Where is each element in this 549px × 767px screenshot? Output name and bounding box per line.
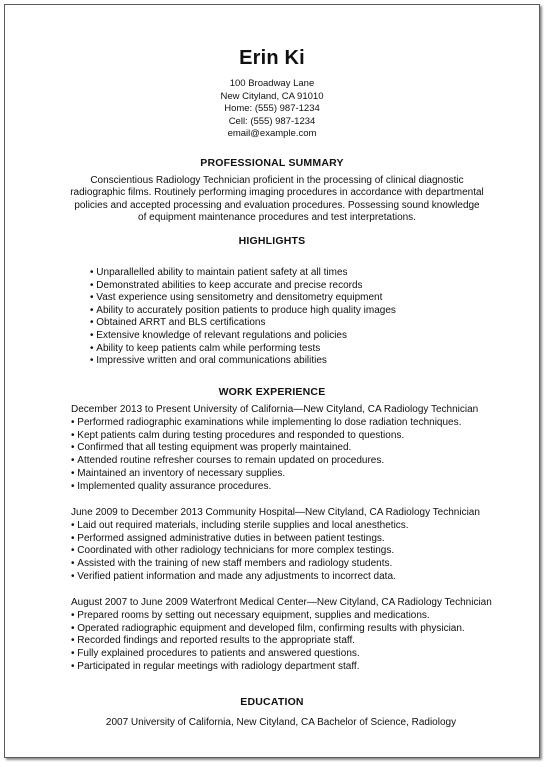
experience-heading: WORK EXPERIENCE xyxy=(218,386,326,398)
list-item: • Obtained ARRT and BLS certifications xyxy=(90,317,396,330)
list-item: • Implemented quality assurance procedures. xyxy=(71,481,478,494)
list-item: • Operated radiographic equipment and developed film, confirming results with physician. xyxy=(71,623,492,636)
list-item: • Recorded findings and reported results to the appropriate staff. xyxy=(71,635,492,648)
job-duties xyxy=(71,610,492,674)
job-entry xyxy=(71,597,492,674)
list-item: • Demonstrated abilities to keep accurate and precise records xyxy=(90,280,396,293)
list-item: • Coordinated with other radiology technicians for more complex testings. xyxy=(71,545,480,558)
list-item: • Attended routine refresher courses to remain updated on procedures. xyxy=(71,455,478,468)
education-heading: EDUCATION xyxy=(240,696,304,708)
education-entry: 2007 University of California, New Cityland, CA Bachelor of Science, Radiology xyxy=(105,717,457,728)
candidate-name: Erin Ki xyxy=(239,47,305,69)
list-item: • Impressive written and oral communications abilities xyxy=(90,355,396,368)
contact-block xyxy=(5,78,539,141)
city-line: New Cityland, CA 91010 xyxy=(220,90,324,102)
job-entry xyxy=(71,404,478,494)
job-duties xyxy=(71,520,480,584)
list-item: • Assisted with the training of new staff members and radiology students. xyxy=(71,558,480,571)
list-item: • Performed radiographic examinations while implementing lo dose radiation techniques. xyxy=(71,417,478,430)
job-title: June 2009 to December 2013 Community Hospital—New Cityland, CA Radiology Technician xyxy=(71,507,480,518)
list-item: • Fully explained procedures to patients and answered questions. xyxy=(71,648,492,661)
address-line: 100 Broadway Lane xyxy=(229,78,315,89)
list-item: • Participated in regular meetings with radiology department staff. xyxy=(71,661,492,674)
list-item: • Vast experience using sensitometry and densitometry equipment xyxy=(90,292,396,305)
summary-heading: PROFESSIONAL SUMMARY xyxy=(200,157,344,169)
list-item: • Performed assigned administrative duties in between patient testings. xyxy=(71,533,480,546)
job-entry xyxy=(71,507,480,584)
email-address: email@example.com xyxy=(227,128,317,139)
home-phone: Home: (555) 987-1234 xyxy=(224,103,320,114)
list-item: • Verified patient information and made any adjustments to incorrect data. xyxy=(71,571,480,584)
list-item: • Maintained an inventory of necessary supplies. xyxy=(71,468,478,481)
summary-text: Conscientious Radiology Technician proficient in the processing of clinical diagnostic radiographic films. Routinely performing imaging procedures in accordance with departmental policies and accepted processing and evaluation procedures. Possessing sound knowledge of equipment maintenance procedures and test interpretations. xyxy=(70,175,484,223)
list-item: • Confirmed that all testing equipment was properly maintained. xyxy=(71,442,478,455)
list-item: • Ability to keep patients calm while performing tests xyxy=(90,343,396,356)
job-title: December 2013 to Present University of California—New Cityland, CA Radiology Technician xyxy=(71,404,479,415)
job-duties xyxy=(71,417,478,494)
list-item: • Unparallelled ability to maintain patient safety at all times xyxy=(90,267,396,280)
resume-page xyxy=(4,4,540,758)
cell-phone: Cell: (555) 987-1234 xyxy=(228,115,316,127)
list-item: • Ability to accurately position patients to produce high quality images xyxy=(90,305,396,318)
job-title: August 2007 to June 2009 Waterfront Medical Center—New Cityland, CA Radiology Technician xyxy=(71,597,492,608)
highlights-list xyxy=(90,267,396,368)
list-item: • Prepared rooms by setting out necessary equipment, supplies and medications. xyxy=(71,610,492,623)
highlights-heading: HIGHLIGHTS xyxy=(238,235,306,247)
list-item: • Extensive knowledge of relevant regulations and policies xyxy=(90,330,396,343)
list-item: • Laid out required materials, including sterile supplies and local anesthetics. xyxy=(71,520,480,533)
list-item: • Kept patients calm during testing procedures and responded to questions. xyxy=(71,430,478,443)
